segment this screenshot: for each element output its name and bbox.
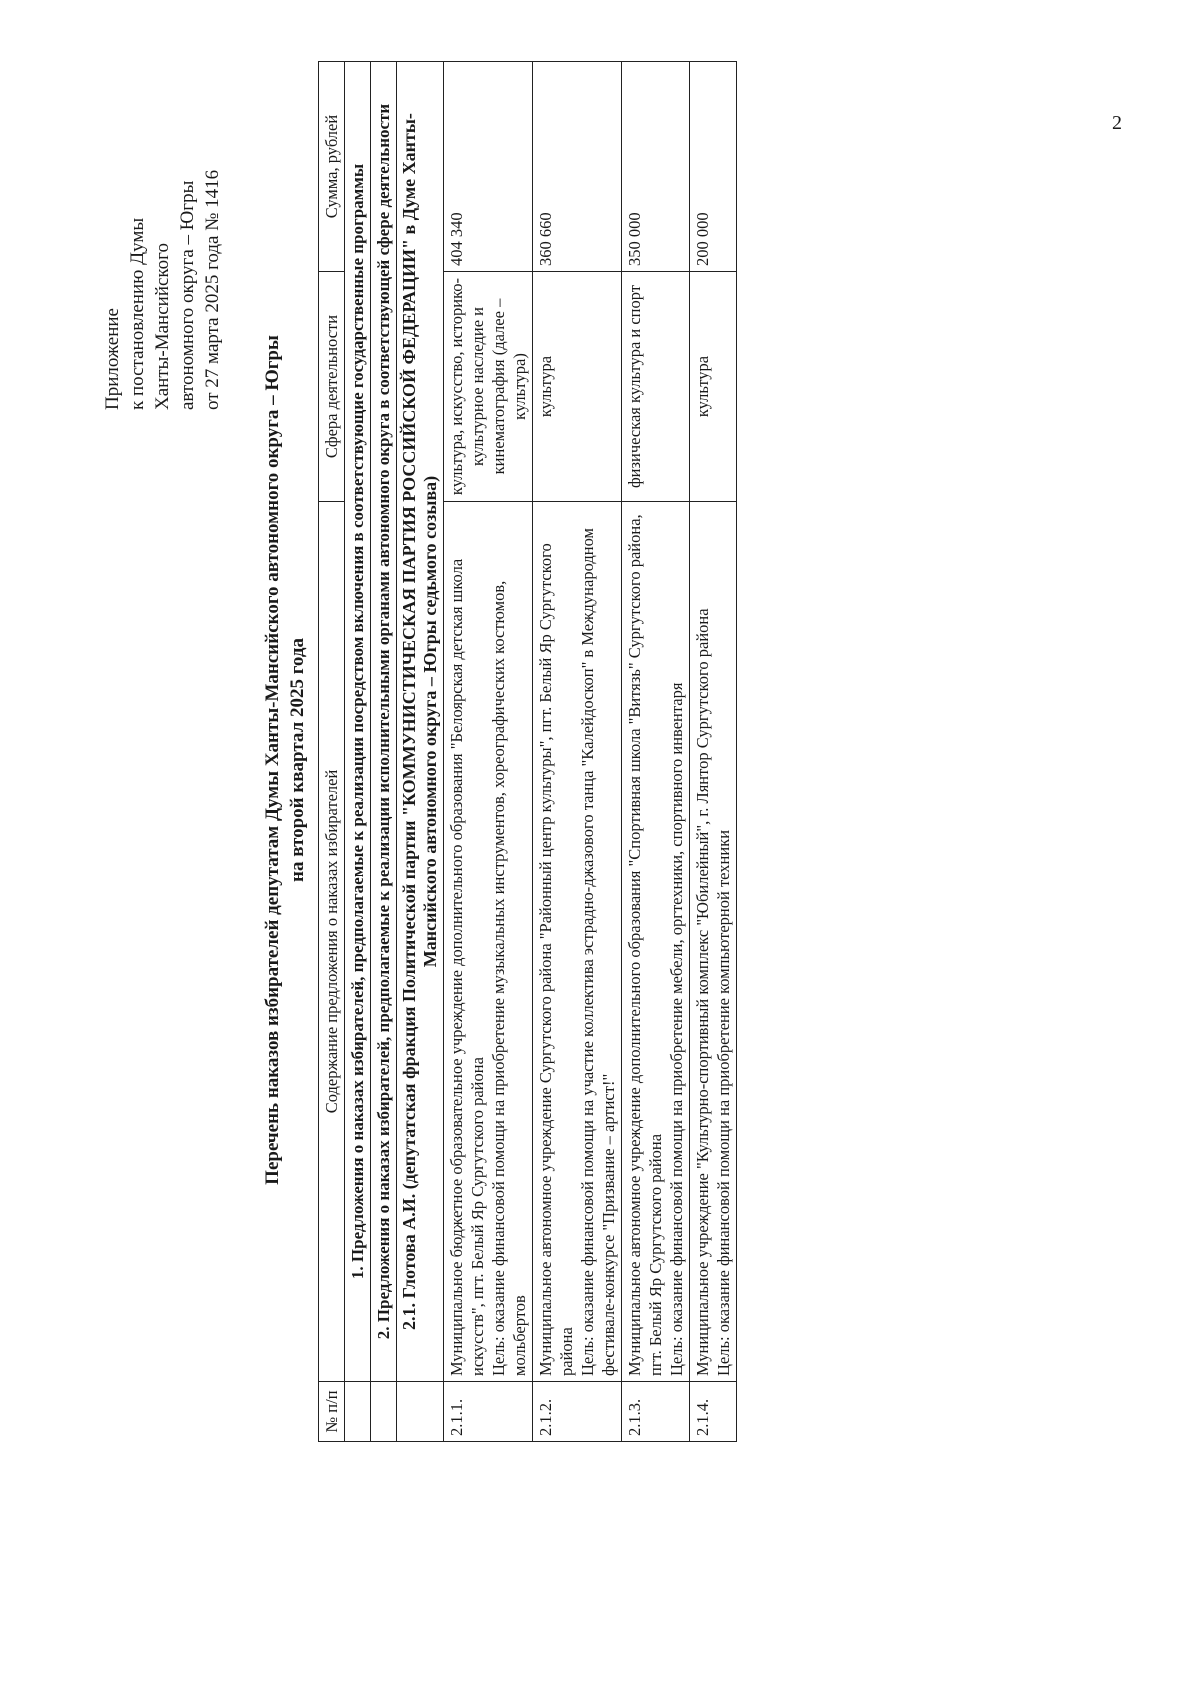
- row-content: [690, 502, 737, 1382]
- faction-row: [397, 62, 444, 1442]
- section-1-row: [345, 62, 371, 1442]
- header-num: № п/п: [319, 1382, 345, 1442]
- section-2-row: [371, 62, 397, 1442]
- table-row: [533, 62, 622, 1442]
- row-purpose: Цель: оказание финансовой помощи на приобретение музыкальных инструментов, хореографических костюмов, мольбертов: [489, 580, 529, 1376]
- row-sum: 200 000: [690, 62, 737, 272]
- row-sum: 360 660: [533, 62, 622, 272]
- appendix-line: к постановлению Думы: [127, 217, 148, 410]
- appendix-line: Приложение: [102, 308, 123, 410]
- header-sphere: Сфера деятельности: [319, 272, 345, 502]
- row-num: 2.1.2.: [533, 1382, 622, 1442]
- header-sum: Сумма, рублей: [319, 62, 345, 272]
- row-institution: Муниципальное учреждение "Культурно-спортивный комплекс "Юбилейный", г. Лянтор Сургутского района: [693, 608, 712, 1376]
- row-sum: 350 000: [622, 62, 690, 272]
- row-sphere: культура: [533, 272, 622, 502]
- faction-heading: 2.1. Глотова А.И. (депутатская фракция Политической партии "КОММУНИСТИЧЕСКАЯ ПАРТИЯ РОССИЙСКОЙ ФЕДЕРАЦИИ" в Думе Ханты-Мансийского автономного округа – Югры седьмого созыва): [397, 62, 444, 1382]
- section-num-cell: [397, 1382, 444, 1442]
- table-row: [690, 62, 737, 1442]
- header-content: Содержание предложения о наказах избирателей: [319, 502, 345, 1382]
- row-sum: 404 340: [444, 62, 533, 272]
- appendix-line: автономного округа – Югры: [177, 180, 198, 410]
- row-institution: Муниципальное автономное учреждение Сургутского района "Районный центр культуры", пгт. Белый Яр Сургутского района: [536, 543, 576, 1376]
- appendix-line: от 27 марта 2025 года № 1416: [202, 169, 223, 410]
- row-num: 2.1.4.: [690, 1382, 737, 1442]
- table-header-row: [319, 62, 345, 1442]
- orders-table: [318, 61, 737, 1442]
- title-line: на второй квартал 2025 года: [287, 638, 308, 882]
- title-line: Перечень наказов избирателей депутатам Думы Ханты-Мансийского автономного округа – Югры: [262, 335, 283, 1185]
- row-content: [444, 502, 533, 1382]
- row-num: 2.1.3.: [622, 1382, 690, 1442]
- row-purpose: Цель: оказание финансовой помощи на участие коллектива эстрадно-джазового танца "Калейдоскоп" в Международном фестивале-конкурсе "Призвание – артист!": [578, 528, 618, 1376]
- row-sphere: физическая культура и спорт: [622, 272, 690, 502]
- section-1-heading: 1. Предложения о наказах избирателей, предполагаемые к реализации посредством включения в соответствующие государственные программы: [345, 62, 371, 1382]
- row-purpose: Цель: оказание финансовой помощи на приобретение мебели, оргтехники, спортивного инвентаря: [667, 682, 686, 1376]
- table-row: [622, 62, 690, 1442]
- appendix-line: Ханты-Мансийского: [152, 242, 173, 410]
- row-num: 2.1.1.: [444, 1382, 533, 1442]
- row-content: [622, 502, 690, 1382]
- row-institution: Муниципальное автономное учреждение дополнительного образования "Спортивная школа "Витязь" Сургутского района, пгт. Белый Яр Сургутского района: [625, 514, 665, 1376]
- table-row: [444, 62, 533, 1442]
- section-num-cell: [371, 1382, 397, 1442]
- row-institution: Муниципальное бюджетное образовательное учреждение дополнительного образования "Белоярская детская школа искусств", пгт. Белый Яр Сургутского района: [447, 558, 487, 1376]
- row-sphere: культура, искусство, историко-культурное наследие и кинематография (далее – культура): [444, 272, 533, 502]
- row-purpose: Цель: оказание финансовой помощи на приобретение компьютерной техники: [714, 829, 733, 1376]
- row-sphere: культура: [690, 272, 737, 502]
- page-number: 2: [1112, 112, 1122, 134]
- section-num-cell: [345, 1382, 371, 1442]
- rotated-landscape-page: [102, 70, 1200, 1450]
- appendix-note: [100, 80, 225, 410]
- section-2-heading: 2. Предложения о наказах избирателей, предполагаемые к реализации исполнительными органами автономного округа в соответствующей сфере деятельности: [371, 62, 397, 1382]
- document-title: [260, 70, 310, 1450]
- row-content: [533, 502, 622, 1382]
